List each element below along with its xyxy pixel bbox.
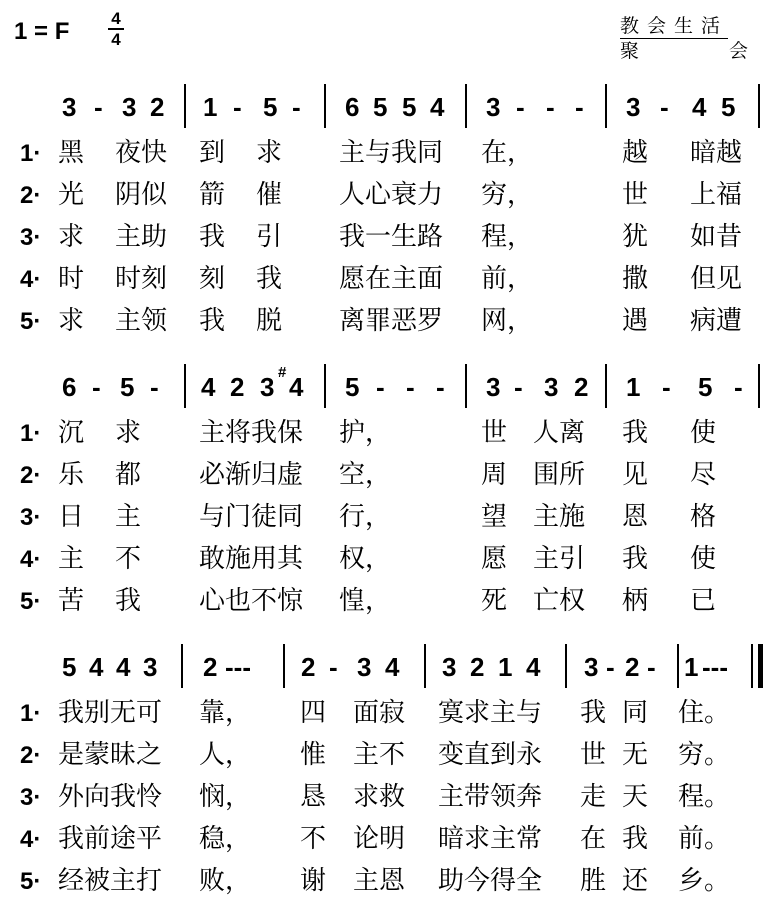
lyric: 人离 bbox=[533, 418, 586, 448]
lyric: 谢 bbox=[300, 866, 327, 896]
note: 1 bbox=[203, 92, 218, 122]
lyric: 求 bbox=[58, 222, 85, 252]
lyric: 世 bbox=[481, 418, 508, 448]
lyric: 越 bbox=[622, 138, 649, 168]
verse-line bbox=[0, 542, 773, 576]
lyric: 脱 bbox=[256, 306, 283, 336]
note: 1 bbox=[498, 652, 513, 682]
note: 4 bbox=[201, 372, 216, 402]
lyric: 在 bbox=[580, 824, 607, 854]
lyric: 撒 bbox=[622, 264, 649, 294]
verse-line bbox=[0, 696, 773, 730]
note: 4 bbox=[116, 652, 131, 682]
lyric: 都 bbox=[115, 460, 142, 490]
lyric: 犹 bbox=[622, 222, 649, 252]
verse-number: 1· bbox=[20, 140, 42, 167]
lyric: 主恩 bbox=[353, 866, 406, 896]
lyric: 人心衰力 bbox=[339, 180, 444, 210]
bar-line bbox=[677, 644, 679, 688]
lyric: 引 bbox=[256, 222, 283, 252]
lyric: 前， bbox=[481, 264, 534, 294]
verse-line bbox=[0, 738, 773, 772]
lyric: 箭 bbox=[199, 180, 226, 210]
lyric: 胜 bbox=[580, 866, 607, 896]
lyric: 必渐归虚 bbox=[199, 460, 304, 490]
note: 1 bbox=[684, 652, 699, 682]
note: 2 bbox=[150, 92, 165, 122]
lyric: 稳， bbox=[199, 824, 252, 854]
lyric: 外向我怜 bbox=[58, 782, 163, 812]
lyric: 走 bbox=[580, 782, 607, 812]
note: 3 bbox=[122, 92, 137, 122]
lyric: 穷。 bbox=[678, 740, 731, 770]
note: --- bbox=[702, 652, 728, 682]
lyric: 见 bbox=[622, 460, 649, 490]
verse-line bbox=[0, 584, 773, 618]
lyric: 我 bbox=[622, 544, 649, 574]
note: 5 bbox=[721, 92, 736, 122]
lyric: 护， bbox=[339, 418, 392, 448]
note: 5 bbox=[345, 372, 360, 402]
note: 6 bbox=[62, 372, 77, 402]
lyric: 遇 bbox=[622, 306, 649, 336]
subcategory-right: 会 bbox=[728, 40, 748, 62]
lyric: 是蒙昧之 bbox=[58, 740, 163, 770]
lyric: 我 bbox=[622, 418, 649, 448]
lyric: 行， bbox=[339, 502, 392, 532]
lyric: 世 bbox=[580, 740, 607, 770]
bar-line bbox=[324, 84, 326, 128]
notation-line-1 bbox=[0, 84, 773, 128]
lyric: 时刻 bbox=[115, 264, 168, 294]
note: - bbox=[376, 372, 385, 402]
lyric: 夜快 bbox=[115, 138, 168, 168]
note: - bbox=[406, 372, 415, 402]
lyric: 我 bbox=[115, 586, 142, 616]
time-signature-top: 4 bbox=[111, 9, 121, 28]
lyric: 尽 bbox=[690, 460, 717, 490]
lyric: 前。 bbox=[678, 824, 731, 854]
verse-number: 2· bbox=[20, 462, 42, 489]
lyric: 与门徒同 bbox=[199, 502, 304, 532]
hymn-subcategory bbox=[620, 41, 748, 62]
note: 2 bbox=[203, 652, 218, 682]
bar-line bbox=[465, 84, 467, 128]
verse-number: 2· bbox=[20, 182, 42, 209]
lyric: 格 bbox=[690, 502, 717, 532]
bar-line bbox=[605, 364, 607, 408]
note: 4 bbox=[692, 92, 707, 122]
lyric: 如昔 bbox=[690, 222, 743, 252]
lyric: 权， bbox=[339, 544, 392, 574]
lyric: 敢施用其 bbox=[199, 544, 304, 574]
lyric: 程， bbox=[481, 222, 534, 252]
lyric: 主引 bbox=[533, 544, 586, 574]
lyric: 病遭 bbox=[690, 306, 743, 336]
lyric: 程。 bbox=[678, 782, 731, 812]
lyric: 到 bbox=[199, 138, 226, 168]
note: - bbox=[662, 372, 671, 402]
lyric: 同 bbox=[622, 698, 649, 728]
verse-line bbox=[0, 262, 773, 296]
verse-line bbox=[0, 458, 773, 492]
lyric: 围所 bbox=[533, 460, 586, 490]
note: 3 bbox=[357, 652, 372, 682]
verse-line bbox=[0, 304, 773, 338]
notation-line-2 bbox=[0, 364, 773, 408]
note: 2 bbox=[625, 652, 640, 682]
lyric: 求 bbox=[58, 306, 85, 336]
lyric: 天 bbox=[622, 782, 649, 812]
lyric: 心也不惊 bbox=[199, 586, 304, 616]
note: - bbox=[606, 652, 615, 682]
lyric: 我 bbox=[199, 222, 226, 252]
lyric: 还 bbox=[622, 866, 649, 896]
verse-line bbox=[0, 220, 773, 254]
note: 3 bbox=[486, 92, 501, 122]
bar-line bbox=[283, 644, 285, 688]
lyric: 柄 bbox=[622, 586, 649, 616]
note: - bbox=[516, 92, 525, 122]
note: 4 bbox=[289, 372, 304, 402]
verse-line bbox=[0, 780, 773, 814]
note: 2 bbox=[574, 372, 589, 402]
note: - bbox=[436, 372, 445, 402]
lyric: 我一生路 bbox=[339, 222, 444, 252]
note: 3 bbox=[486, 372, 501, 402]
lyric: 阴似 bbox=[115, 180, 168, 210]
lyric: 乐 bbox=[58, 460, 85, 490]
lyric: 离罪恶罗 bbox=[339, 306, 444, 336]
verse-line bbox=[0, 864, 773, 898]
note: 5 bbox=[263, 92, 278, 122]
note: 2 bbox=[470, 652, 485, 682]
verse-number: 3· bbox=[20, 504, 42, 531]
note: 4 bbox=[430, 92, 445, 122]
lyric: 惶， bbox=[339, 586, 392, 616]
note: 3 bbox=[442, 652, 457, 682]
lyric: 苦 bbox=[58, 586, 85, 616]
lyric: 恳 bbox=[300, 782, 327, 812]
note: 3 bbox=[626, 92, 641, 122]
verse-line bbox=[0, 178, 773, 212]
note: 2 bbox=[230, 372, 245, 402]
bar-line bbox=[758, 84, 760, 128]
note: - bbox=[546, 92, 555, 122]
verse-line bbox=[0, 500, 773, 534]
lyric: 求救 bbox=[353, 782, 406, 812]
verse-line bbox=[0, 822, 773, 856]
lyric: 上福 bbox=[690, 180, 743, 210]
note: - bbox=[329, 652, 338, 682]
lyric: 乡。 bbox=[678, 866, 731, 896]
lyric: 日 bbox=[58, 502, 85, 532]
bar-line bbox=[181, 644, 183, 688]
bar-line bbox=[184, 84, 186, 128]
lyric: 亡权 bbox=[533, 586, 586, 616]
verse-line bbox=[0, 416, 773, 450]
key-signature: 1 = F bbox=[14, 18, 70, 45]
note: - bbox=[575, 92, 584, 122]
bar-line bbox=[465, 364, 467, 408]
lyric: 暗越 bbox=[690, 138, 743, 168]
lyric: 主将我保 bbox=[199, 418, 304, 448]
note: - bbox=[150, 372, 159, 402]
note: 4 bbox=[385, 652, 400, 682]
note: - bbox=[233, 92, 242, 122]
note: 5 bbox=[373, 92, 388, 122]
lyric: 愿 bbox=[481, 544, 508, 574]
note: 4 bbox=[526, 652, 541, 682]
lyric: 但见 bbox=[690, 264, 743, 294]
note: 3 bbox=[260, 372, 275, 402]
bar-line bbox=[758, 364, 760, 408]
note: 5 bbox=[62, 652, 77, 682]
bar-line bbox=[184, 364, 186, 408]
lyric: 死 bbox=[481, 586, 508, 616]
note: 3 bbox=[143, 652, 158, 682]
lyric: 沉 bbox=[58, 418, 85, 448]
lyric: 我 bbox=[580, 698, 607, 728]
lyric: 面寂 bbox=[353, 698, 406, 728]
lyric: 使 bbox=[690, 418, 717, 448]
lyric: 经被主打 bbox=[58, 866, 163, 896]
lyric: 无 bbox=[622, 740, 649, 770]
note: 3 bbox=[544, 372, 559, 402]
lyric: 穷， bbox=[481, 180, 534, 210]
lyric: 恩 bbox=[622, 502, 649, 532]
note: 3 bbox=[62, 92, 77, 122]
lyric: 周 bbox=[481, 460, 508, 490]
lyric: 人， bbox=[199, 740, 252, 770]
lyric: 不 bbox=[300, 824, 327, 854]
lyric: 靠， bbox=[199, 698, 252, 728]
note: 4 bbox=[89, 652, 104, 682]
note: 5 bbox=[120, 372, 135, 402]
lyric: 主不 bbox=[353, 740, 406, 770]
lyric: 悯， bbox=[199, 782, 252, 812]
verse-number: 3· bbox=[20, 224, 42, 251]
lyric: 光 bbox=[58, 180, 85, 210]
lyric: 主 bbox=[58, 544, 85, 574]
time-signature bbox=[106, 10, 126, 48]
lyric: 我别无可 bbox=[58, 698, 163, 728]
note: - bbox=[647, 652, 656, 682]
subcategory-left: 聚 bbox=[620, 40, 640, 62]
lyric: 我前途平 bbox=[58, 824, 163, 854]
lyric: 惟 bbox=[300, 740, 327, 770]
hymn-category: 教会生活 bbox=[620, 15, 729, 37]
lyric: 已 bbox=[690, 586, 717, 616]
lyric: 空， bbox=[339, 460, 392, 490]
verse-number: 2· bbox=[20, 742, 42, 769]
note: 2 bbox=[301, 652, 316, 682]
note: - bbox=[292, 92, 301, 122]
lyric: 论明 bbox=[353, 824, 406, 854]
note: - bbox=[734, 372, 743, 402]
note: - bbox=[514, 372, 523, 402]
lyric: 我 bbox=[199, 306, 226, 336]
note: 6 bbox=[345, 92, 360, 122]
verse-number: 5· bbox=[20, 588, 42, 615]
lyric: 主带领奔 bbox=[438, 782, 543, 812]
lyric: 变直到永 bbox=[438, 740, 543, 770]
bar-line bbox=[424, 644, 426, 688]
lyric: 主助 bbox=[115, 222, 168, 252]
lyric: 求 bbox=[115, 418, 142, 448]
lyric: 时 bbox=[58, 264, 85, 294]
lyric: 刻 bbox=[199, 264, 226, 294]
verse-number: 4· bbox=[20, 266, 42, 293]
note: 5 bbox=[698, 372, 713, 402]
lyric: 不 bbox=[115, 544, 142, 574]
note: 3 bbox=[584, 652, 599, 682]
note: 5 bbox=[402, 92, 417, 122]
lyric: 望 bbox=[481, 502, 508, 532]
lyric: 催 bbox=[256, 180, 283, 210]
final-bar-thin bbox=[751, 644, 753, 688]
lyric: 寞求主与 bbox=[438, 698, 543, 728]
verse-number: 1· bbox=[20, 700, 42, 727]
lyric: 住。 bbox=[678, 698, 731, 728]
lyric: 暗求主常 bbox=[438, 824, 543, 854]
verse-number: 3· bbox=[20, 784, 42, 811]
lyric: 在， bbox=[481, 138, 534, 168]
lyric: 网， bbox=[481, 306, 534, 336]
lyric: 助今得全 bbox=[438, 866, 543, 896]
verse-number: 5· bbox=[20, 308, 42, 335]
sharp-sign: # bbox=[278, 364, 287, 381]
verse-number: 1· bbox=[20, 420, 42, 447]
notation-line-3 bbox=[0, 644, 773, 688]
lyric: 我 bbox=[622, 824, 649, 854]
verse-number: 4· bbox=[20, 826, 42, 853]
note: --- bbox=[225, 652, 251, 682]
bar-line bbox=[565, 644, 567, 688]
lyric: 主施 bbox=[533, 502, 586, 532]
note: - bbox=[660, 92, 669, 122]
note: 1 bbox=[626, 372, 641, 402]
lyric: 求 bbox=[256, 138, 283, 168]
lyric: 我 bbox=[256, 264, 283, 294]
lyric: 使 bbox=[690, 544, 717, 574]
bar-line bbox=[605, 84, 607, 128]
final-bar-thick bbox=[758, 644, 763, 688]
lyric: 黑 bbox=[58, 138, 85, 168]
note: - bbox=[92, 372, 101, 402]
lyric: 愿在主面 bbox=[339, 264, 444, 294]
verse-number: 4· bbox=[20, 546, 42, 573]
lyric: 主领 bbox=[115, 306, 168, 336]
bar-line bbox=[324, 364, 326, 408]
lyric: 四 bbox=[300, 698, 327, 728]
verse-number: 5· bbox=[20, 868, 42, 895]
time-signature-bottom: 4 bbox=[111, 30, 121, 49]
note: - bbox=[94, 92, 103, 122]
verse-line bbox=[0, 136, 773, 170]
lyric: 世 bbox=[622, 180, 649, 210]
lyric: 主与我同 bbox=[339, 138, 444, 168]
lyric: 败， bbox=[199, 866, 252, 896]
lyric: 主 bbox=[115, 502, 142, 532]
